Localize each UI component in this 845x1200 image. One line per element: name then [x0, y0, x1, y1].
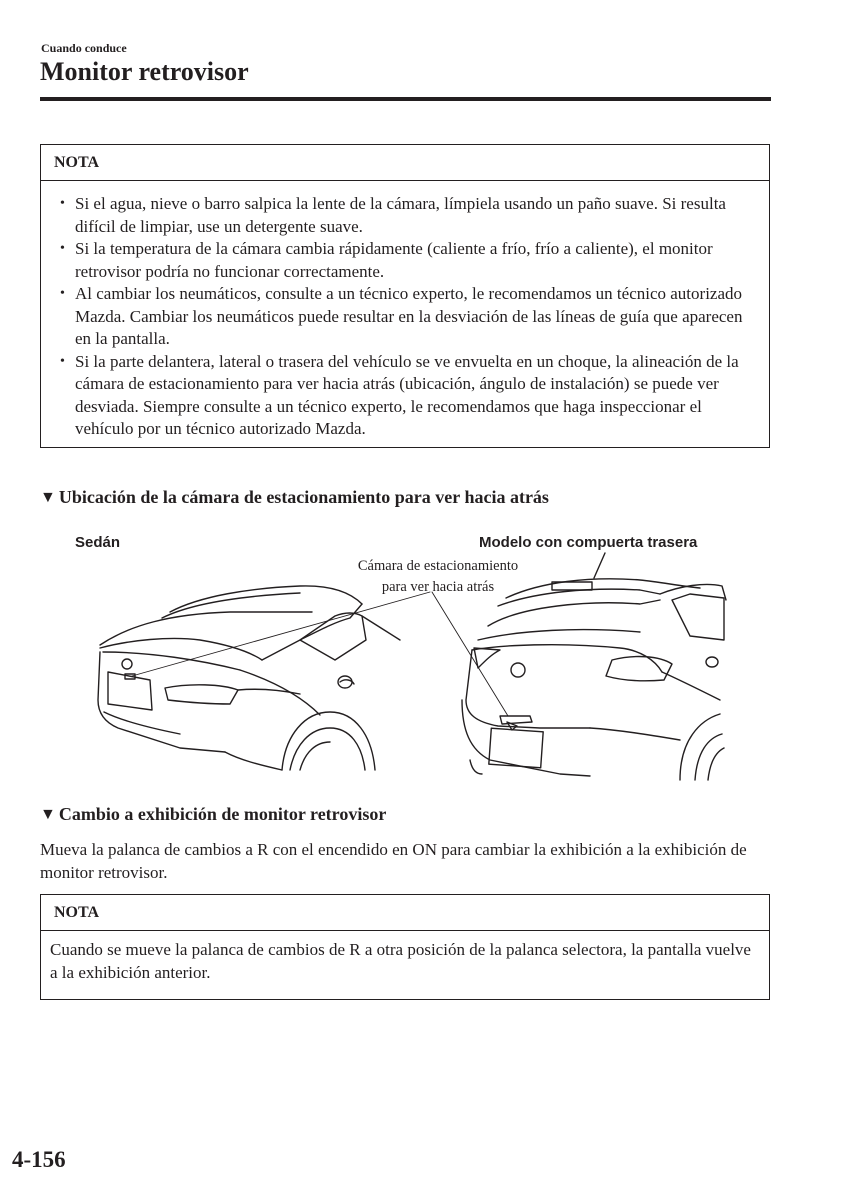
triangle-down-icon: ▼	[40, 805, 56, 823]
section-heading-text: Cambio a exhibición de monitor retrovisor	[58, 804, 387, 824]
note-text: Cuando se mueve la palanca de cambios de R a otra posición de la palanca selectora, la pantalla vuelve a la exhibición anterior.	[50, 940, 751, 982]
figure-label-hatchback: Modelo con compuerta trasera	[479, 534, 698, 551]
section-heading-display-switch	[40, 804, 386, 825]
note-item: • Si la temperatura de la cámara cambia rápidamente (caliente a frío, frío a caliente), el monitor retrovisor podría no funcionar correctamente.	[60, 239, 713, 281]
page-number: 4-156	[12, 1147, 66, 1172]
triangle-down-icon: ▼	[40, 488, 56, 506]
hatchback-illustration	[462, 553, 726, 780]
note-item: • Si la parte delantera, lateral o trasera del vehículo se ve envuelta en un choque, la alineación de la cámara de estacionamiento para ver hacia atrás (ubicación, ángulo de instalación) se puede ver desviada. Siempre consulte a un técnico experto, le recomendamos que haga inspeccionar el vehículo por un técnico autorizado Mazda.	[60, 351, 739, 438]
note-item: • Al cambiar los neumáticos, consulte a un técnico experto, le recomendamos un técnico autorizado Mazda. Cambiar los neumáticos puede resultar en la desviación de las líneas de guía que aparecen en la pantalla.	[60, 284, 743, 348]
section-label: Cuando conduce	[41, 41, 127, 55]
section-heading-text: Ubicación de la cámara de estacionamiento para ver hacia atrás	[58, 487, 549, 507]
note-body	[41, 931, 769, 984]
note-label: NOTA	[41, 145, 769, 181]
figure-label-sedan: Sedán	[75, 534, 121, 551]
note-box	[40, 894, 770, 1000]
body-paragraph: Mueva la palanca de cambios a R con el encendido en ON para cambiar la exhibición a la exhibición de monitor retrovisor.	[40, 840, 747, 882]
callout-leader-hatch	[432, 592, 508, 716]
callout-line: para ver hacia atrás	[381, 579, 495, 595]
note-item: • Si el agua, nieve o barro salpica la lente de la cámara, límpiela usando un paño suave. Si resulta difícil de limpiar, use un detergente suave.	[60, 194, 726, 236]
note-label: NOTA	[41, 895, 769, 931]
callout-leader-sedan	[132, 592, 430, 676]
page-title: Monitor retrovisor	[40, 57, 249, 86]
callout-line: Cámara de estacionamiento	[357, 558, 519, 574]
